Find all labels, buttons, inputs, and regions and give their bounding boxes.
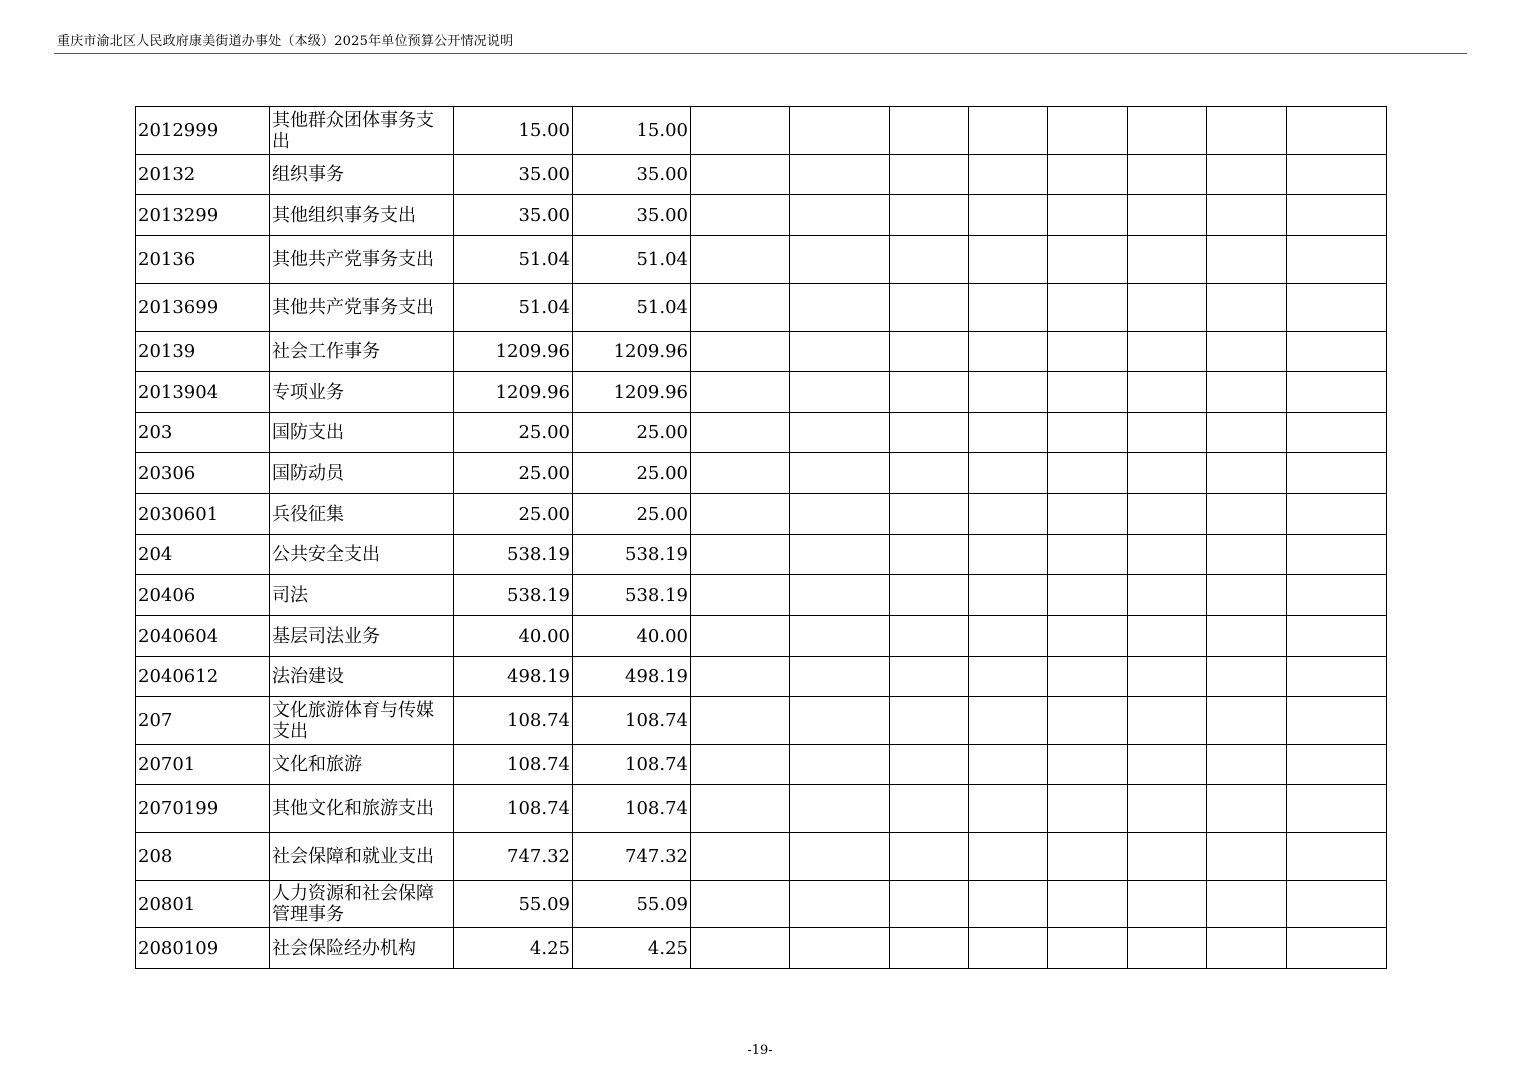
empty-cell [1287,107,1387,155]
table-row [136,785,1387,833]
total-amount-cell: 51.04 [454,284,573,332]
empty-cell [1207,284,1287,332]
empty-cell [691,657,790,697]
basic-expense-cell: 498.19 [573,657,691,697]
empty-cell [1207,697,1287,745]
empty-cell [691,494,790,535]
empty-cell [969,785,1048,833]
empty-cell [1207,372,1287,413]
empty-cell [790,657,890,697]
empty-cell [790,881,890,928]
subject-name-cell: 组织事务 [270,155,454,195]
empty-cell [969,535,1048,575]
empty-cell [691,535,790,575]
empty-cell [890,332,969,372]
empty-cell [790,785,890,833]
empty-cell [691,881,790,928]
empty-cell [1287,236,1387,284]
empty-cell [1048,284,1128,332]
header-rule [54,53,1467,54]
empty-cell [890,155,969,195]
empty-cell [890,284,969,332]
subject-name-cell: 社会保障和就业支出 [270,833,454,881]
empty-cell [1207,195,1287,236]
basic-expense-cell: 15.00 [573,107,691,155]
empty-cell [1287,195,1387,236]
empty-cell [1128,236,1207,284]
empty-cell [969,745,1048,785]
empty-cell [1048,413,1128,453]
empty-cell [790,195,890,236]
empty-cell [1207,453,1287,494]
basic-expense-cell: 51.04 [573,284,691,332]
empty-cell [1287,155,1387,195]
subject-name-cell: 其他群众团体事务支出 [270,107,454,155]
subject-code-cell: 2013699 [136,284,270,332]
basic-expense-cell: 747.32 [573,833,691,881]
empty-cell [1207,494,1287,535]
empty-cell [1287,881,1387,928]
empty-cell [1128,155,1207,195]
subject-name-cell: 社会保险经办机构 [270,928,454,969]
total-amount-cell: 35.00 [454,155,573,195]
empty-cell [790,372,890,413]
empty-cell [691,284,790,332]
empty-cell [691,785,790,833]
empty-cell [790,697,890,745]
table-row [136,332,1387,372]
empty-cell [1207,575,1287,616]
subject-name-cell: 文化和旅游 [270,745,454,785]
empty-cell [890,833,969,881]
basic-expense-cell: 55.09 [573,881,691,928]
empty-cell [890,616,969,657]
empty-cell [890,745,969,785]
empty-cell [691,413,790,453]
empty-cell [1048,155,1128,195]
table-row [136,372,1387,413]
empty-cell [1287,928,1387,969]
empty-cell [890,785,969,833]
subject-name-cell: 公共安全支出 [270,535,454,575]
empty-cell [890,236,969,284]
subject-code-cell: 20139 [136,332,270,372]
subject-name-cell: 兵役征集 [270,494,454,535]
empty-cell [691,155,790,195]
empty-cell [1128,616,1207,657]
empty-cell [790,332,890,372]
empty-cell [790,616,890,657]
empty-cell [1048,575,1128,616]
subject-name-cell: 法治建设 [270,657,454,697]
empty-cell [1128,372,1207,413]
empty-cell [969,494,1048,535]
empty-cell [1287,575,1387,616]
subject-name-cell: 国防动员 [270,453,454,494]
basic-expense-cell: 25.00 [573,413,691,453]
empty-cell [691,575,790,616]
total-amount-cell: 40.00 [454,616,573,657]
basic-expense-cell: 538.19 [573,535,691,575]
empty-cell [969,616,1048,657]
subject-name-cell: 其他文化和旅游支出 [270,785,454,833]
total-amount-cell: 15.00 [454,107,573,155]
empty-cell [1048,745,1128,785]
total-amount-cell: 55.09 [454,881,573,928]
subject-name-cell: 专项业务 [270,372,454,413]
empty-cell [1207,535,1287,575]
empty-cell [790,494,890,535]
empty-cell [1128,745,1207,785]
empty-cell [1128,413,1207,453]
empty-cell [1287,332,1387,372]
empty-cell [1128,535,1207,575]
empty-cell [790,413,890,453]
empty-cell [1128,494,1207,535]
basic-expense-cell: 4.25 [573,928,691,969]
empty-cell [969,697,1048,745]
empty-cell [969,453,1048,494]
empty-cell [1128,453,1207,494]
empty-cell [691,697,790,745]
empty-cell [890,657,969,697]
table-row [136,413,1387,453]
basic-expense-cell: 538.19 [573,575,691,616]
empty-cell [1128,697,1207,745]
basic-expense-cell: 25.00 [573,453,691,494]
empty-cell [969,107,1048,155]
empty-cell [1287,494,1387,535]
empty-cell [1287,657,1387,697]
empty-cell [691,745,790,785]
basic-expense-cell: 108.74 [573,745,691,785]
table-row [136,535,1387,575]
empty-cell [1207,928,1287,969]
subject-code-cell: 207 [136,697,270,745]
empty-cell [890,195,969,236]
subject-code-cell: 204 [136,535,270,575]
empty-cell [890,575,969,616]
empty-cell [1048,881,1128,928]
empty-cell [890,372,969,413]
total-amount-cell: 108.74 [454,785,573,833]
empty-cell [1048,928,1128,969]
total-amount-cell: 1209.96 [454,332,573,372]
empty-cell [1287,616,1387,657]
table-row [136,833,1387,881]
empty-cell [890,453,969,494]
basic-expense-cell: 35.00 [573,155,691,195]
empty-cell [1128,881,1207,928]
empty-cell [1048,657,1128,697]
subject-code-cell: 2040604 [136,616,270,657]
empty-cell [890,697,969,745]
subject-code-cell: 2070199 [136,785,270,833]
empty-cell [1207,785,1287,833]
total-amount-cell: 35.00 [454,195,573,236]
basic-expense-cell: 1209.96 [573,332,691,372]
empty-cell [1128,833,1207,881]
empty-cell [969,195,1048,236]
empty-cell [1048,236,1128,284]
empty-cell [1207,657,1287,697]
empty-cell [1048,697,1128,745]
table-row [136,657,1387,697]
empty-cell [1128,928,1207,969]
total-amount-cell: 25.00 [454,413,573,453]
subject-code-cell: 2080109 [136,928,270,969]
table-row [136,195,1387,236]
total-amount-cell: 538.19 [454,575,573,616]
empty-cell [1287,284,1387,332]
basic-expense-cell: 108.74 [573,785,691,833]
empty-cell [890,928,969,969]
empty-cell [1287,413,1387,453]
empty-cell [890,494,969,535]
empty-cell [790,453,890,494]
subject-name-cell: 社会工作事务 [270,332,454,372]
subject-code-cell: 2030601 [136,494,270,535]
subject-code-cell: 20306 [136,453,270,494]
total-amount-cell: 4.25 [454,928,573,969]
subject-code-cell: 203 [136,413,270,453]
empty-cell [691,236,790,284]
empty-cell [691,616,790,657]
total-amount-cell: 108.74 [454,745,573,785]
subject-code-cell: 20132 [136,155,270,195]
empty-cell [1048,785,1128,833]
table-row [136,745,1387,785]
subject-name-cell: 人力资源和社会保障管理事务 [270,881,454,928]
empty-cell [1287,453,1387,494]
table-row [136,236,1387,284]
empty-cell [1048,107,1128,155]
subject-code-cell: 2012999 [136,107,270,155]
empty-cell [1128,107,1207,155]
subject-name-cell: 其他共产党事务支出 [270,284,454,332]
empty-cell [1207,881,1287,928]
subject-name-cell: 国防支出 [270,413,454,453]
empty-cell [1048,332,1128,372]
empty-cell [1048,616,1128,657]
empty-cell [691,928,790,969]
empty-cell [691,372,790,413]
subject-code-cell: 2013299 [136,195,270,236]
empty-cell [1207,833,1287,881]
empty-cell [790,928,890,969]
empty-cell [790,833,890,881]
empty-cell [790,745,890,785]
empty-cell [1287,697,1387,745]
basic-expense-cell: 40.00 [573,616,691,657]
subject-name-cell: 基层司法业务 [270,616,454,657]
table-row [136,881,1387,928]
empty-cell [1048,195,1128,236]
empty-cell [1287,833,1387,881]
empty-cell [691,833,790,881]
empty-cell [790,284,890,332]
empty-cell [1287,372,1387,413]
empty-cell [969,575,1048,616]
subject-code-cell: 20701 [136,745,270,785]
empty-cell [969,236,1048,284]
table-row [136,697,1387,745]
empty-cell [1048,535,1128,575]
page-header-title: 重庆市渝北区人民政府康美街道办事处（本级）2025年单位预算公开情况说明 [57,34,514,49]
empty-cell [790,575,890,616]
empty-cell [1128,284,1207,332]
empty-cell [1128,332,1207,372]
empty-cell [691,107,790,155]
empty-cell [1207,745,1287,785]
basic-expense-cell: 25.00 [573,494,691,535]
empty-cell [1207,155,1287,195]
empty-cell [969,833,1048,881]
basic-expense-cell: 35.00 [573,195,691,236]
table-row [136,453,1387,494]
table-row [136,616,1387,657]
basic-expense-cell: 51.04 [573,236,691,284]
empty-cell [1048,372,1128,413]
basic-expense-cell: 1209.96 [573,372,691,413]
empty-cell [1048,453,1128,494]
empty-cell [969,372,1048,413]
empty-cell [969,284,1048,332]
subject-name-cell: 其他组织事务支出 [270,195,454,236]
subject-name-cell: 文化旅游体育与传媒支出 [270,697,454,745]
total-amount-cell: 1209.96 [454,372,573,413]
empty-cell [1128,195,1207,236]
table-row [136,155,1387,195]
table-row [136,284,1387,332]
budget-table [135,106,1387,969]
table-row [136,575,1387,616]
empty-cell [1048,494,1128,535]
total-amount-cell: 25.00 [454,453,573,494]
empty-cell [1287,535,1387,575]
empty-cell [1287,745,1387,785]
subject-name-cell: 司法 [270,575,454,616]
empty-cell [1207,107,1287,155]
empty-cell [969,155,1048,195]
table-row [136,107,1387,155]
empty-cell [1048,833,1128,881]
subject-code-cell: 20136 [136,236,270,284]
subject-code-cell: 20406 [136,575,270,616]
empty-cell [890,413,969,453]
empty-cell [890,107,969,155]
total-amount-cell: 538.19 [454,535,573,575]
page-number: -19- [747,1043,773,1058]
empty-cell [969,657,1048,697]
total-amount-cell: 498.19 [454,657,573,697]
empty-cell [790,535,890,575]
empty-cell [1207,236,1287,284]
basic-expense-cell: 108.74 [573,697,691,745]
empty-cell [790,236,890,284]
subject-code-cell: 2013904 [136,372,270,413]
table-row [136,494,1387,535]
empty-cell [890,881,969,928]
empty-cell [969,413,1048,453]
subject-code-cell: 2040612 [136,657,270,697]
total-amount-cell: 108.74 [454,697,573,745]
empty-cell [1128,657,1207,697]
empty-cell [691,195,790,236]
total-amount-cell: 747.32 [454,833,573,881]
total-amount-cell: 51.04 [454,236,573,284]
table-body [136,107,1387,969]
empty-cell [1128,575,1207,616]
total-amount-cell: 25.00 [454,494,573,535]
subject-code-cell: 208 [136,833,270,881]
empty-cell [691,332,790,372]
empty-cell [790,155,890,195]
empty-cell [1207,332,1287,372]
empty-cell [969,928,1048,969]
empty-cell [890,535,969,575]
empty-cell [1207,616,1287,657]
subject-name-cell: 其他共产党事务支出 [270,236,454,284]
empty-cell [1128,785,1207,833]
empty-cell [691,453,790,494]
empty-cell [969,881,1048,928]
empty-cell [969,332,1048,372]
table-row [136,928,1387,969]
empty-cell [1207,413,1287,453]
empty-cell [790,107,890,155]
subject-code-cell: 20801 [136,881,270,928]
empty-cell [1287,785,1387,833]
